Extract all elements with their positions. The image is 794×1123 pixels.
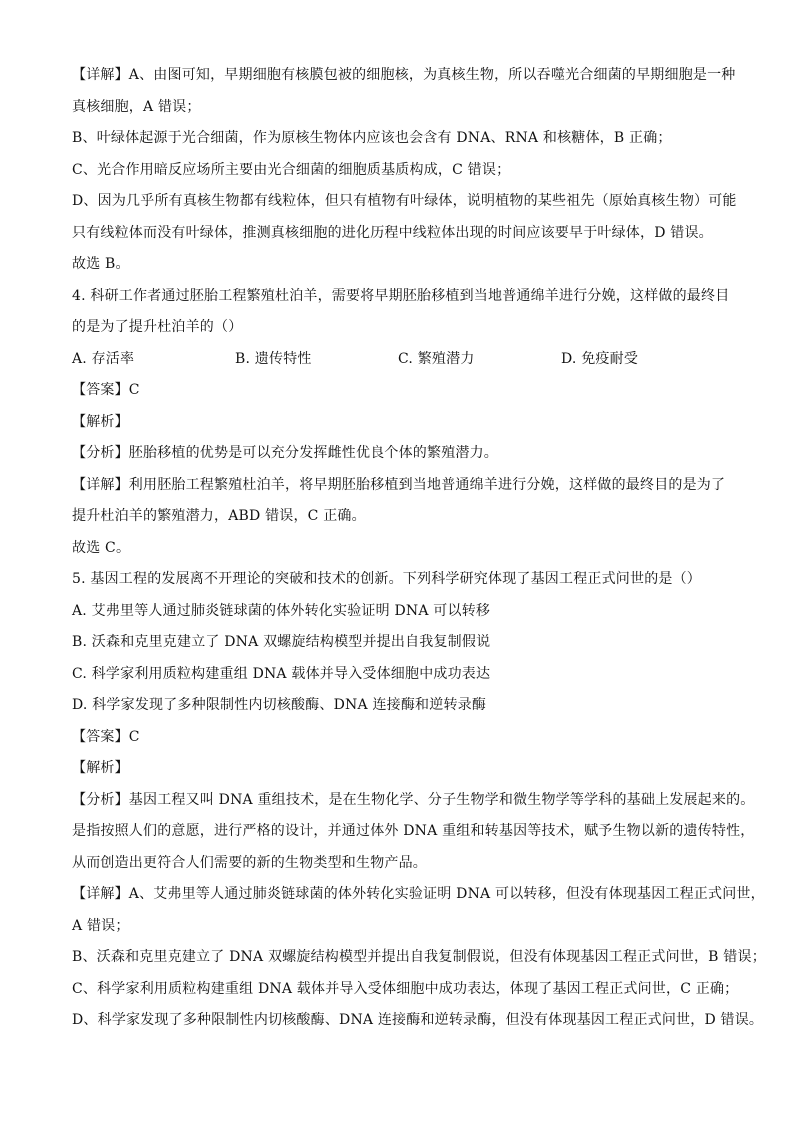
text-line: B、叶绿体起源于光合细菌，作为原核生物体内应该也会含有 DNA、RNA 和核糖体，B 正确；: [72, 130, 672, 146]
text-line: 【详解】A、由图可知，早期细胞有核膜包被的细胞核，为真核生物，所以吞噬光合细菌的早期细胞是一种: [72, 67, 736, 83]
text-line: 【分析】基因工程又叫 DNA 重组技术，是在生物化学、分子生物学和微生物学等学科的基础上发展起来的。: [72, 791, 755, 808]
text-line: D、科学家发现了多种限制性内切核酸酶、DNA 连接酶和逆转录酶，但没有体现基因工程正式问世，D 错误。: [72, 1012, 764, 1028]
text-line: C、科学家利用质粒构建重组 DNA 载体并导入受体细胞中成功表达，体现了基因工程正式问世，C 正确；: [72, 980, 739, 997]
option-b: B. 遗传特性: [235, 350, 312, 367]
option-d: D. 科学家发现了多种限制性内切核酸酶、DNA 连接酶和逆转录酶: [72, 697, 487, 713]
text-line: B、沃森和克里克建立了 DNA 双螺旋结构模型并提出自我复制假说，但没有体现基因工程正式问世，B 错误；: [72, 949, 766, 965]
answer-label: 【答案】C: [72, 728, 140, 745]
question-4: 4. 科研工作者通过胚胎工程繁殖杜泊羊，需要将早期胚胎移植到当地普通绵羊进行分娩，这样做的最终目: [72, 287, 730, 304]
document-page: [72, 60, 766, 1037]
option-d: D. 免疫耐受: [561, 350, 639, 367]
text-line: 的是为了提升杜泊羊的（）: [72, 319, 243, 335]
text-line: 从而创造出更符合人们需要的新的生物类型和生物产品。: [72, 854, 427, 871]
text-line: D、因为几乎所有真核生物都有线粒体，但只有植物有叶绿体，说明植物的某些祖先（原始真核生物）可能: [72, 193, 737, 209]
question-5: 5. 基因工程的发展离不开理论的突破和技术的创新。下列科学研究体现了基因工程正式问世的是（）: [72, 571, 702, 587]
text-line: 【分析】胚胎移植的优势是可以充分发挥雌性优良个体的繁殖潜力。: [72, 445, 498, 461]
question-4-options: [72, 344, 742, 376]
text-line: 故选 B。: [72, 256, 130, 272]
option-b: B. 沃森和克里克建立了 DNA 双螺旋结构模型并提出自我复制假说: [72, 634, 491, 650]
option-a: A. 存活率: [72, 350, 135, 367]
option-c: C. 繁殖潜力: [398, 350, 475, 367]
text-line: 只有线粒体而没有叶绿体，推测真核细胞的进化历程中线粒体出现的时间应该要早于叶绿体，D 错误。: [72, 224, 713, 241]
text-line: C、光合作用暗反应场所主要由光合细菌的细胞质基质构成，C 错误；: [72, 161, 511, 178]
text-line: A 错误；: [72, 917, 130, 934]
text-line: 是指按照人们的意愿，进行严格的设计，并通过体外 DNA 重组和转基因等技术，赋予生物以新的遗传特性，: [72, 823, 755, 839]
analysis-label: 【解析】: [72, 760, 129, 776]
text-line: 提升杜泊羊的繁殖潜力，ABD 错误，C 正确。: [72, 508, 366, 524]
text-line: 真核细胞，A 错误；: [72, 98, 201, 115]
text-line: 【详解】利用胚胎工程繁殖杜泊羊，将早期胚胎移植到当地普通绵羊进行分娩，这样做的最终目的是为了: [72, 476, 726, 493]
option-c: C. 科学家利用质粒构建重组 DNA 载体并导入受体细胞中成功表达: [72, 665, 491, 682]
answer-label: 【答案】C: [72, 382, 140, 398]
analysis-label: 【解析】: [72, 413, 129, 430]
text-line: 【详解】A、艾弗里等人通过肺炎链球菌的体外转化实验证明 DNA 可以转移，但没有体现基因工程正式问世，: [72, 886, 765, 902]
text-line: 故选 C。: [72, 539, 131, 556]
option-a: A. 艾弗里等人通过肺炎链球菌的体外转化实验证明 DNA 可以转移: [72, 602, 491, 619]
